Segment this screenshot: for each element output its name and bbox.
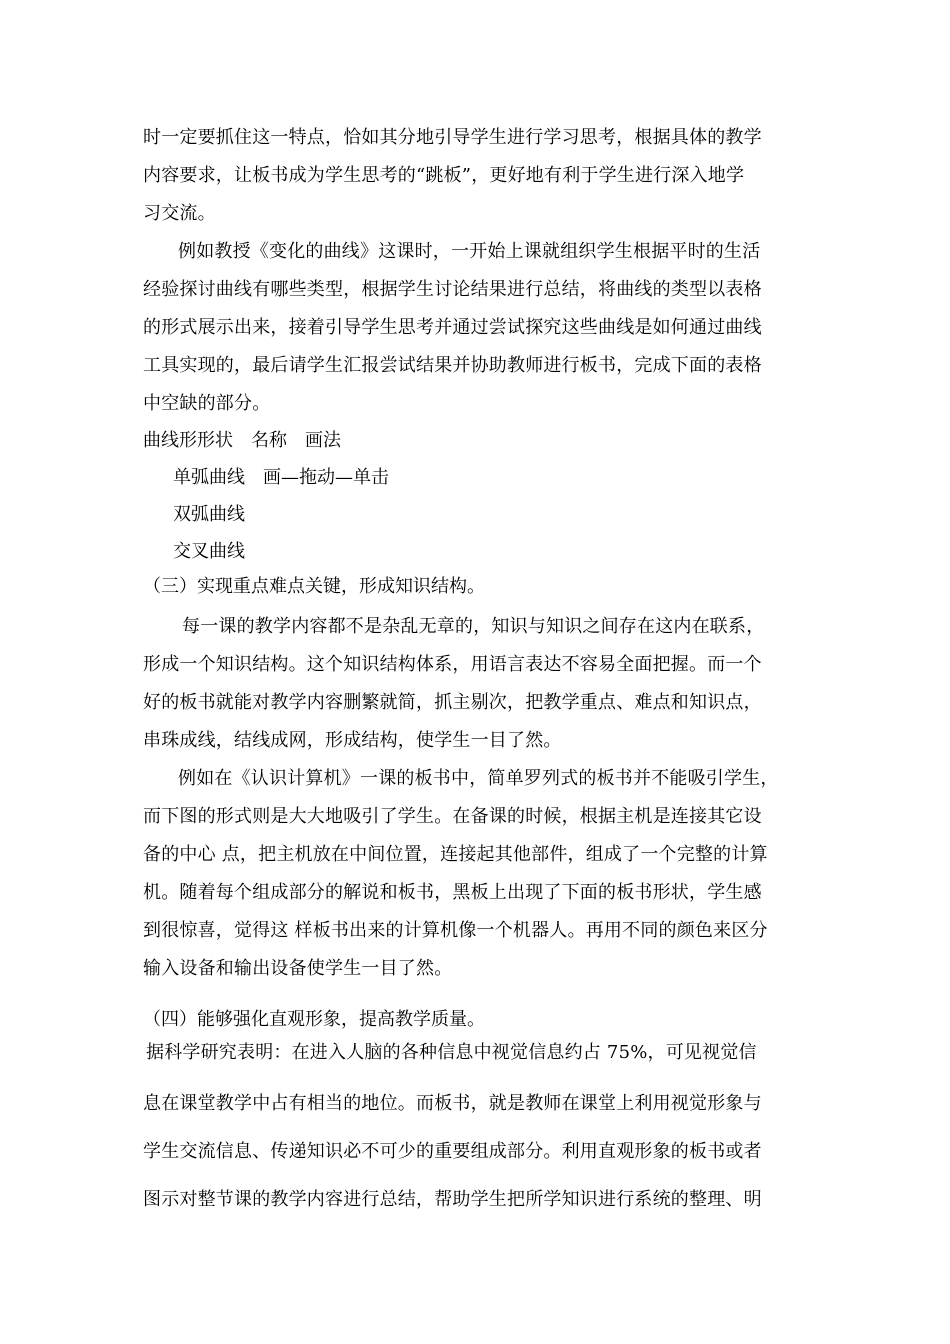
paragraph-line: 串珠成线，结线成网，形成结构，使学生一目了然。: [143, 730, 562, 751]
paragraph-line: 机。随着每个组成部分的解说和板书，黑板上出现了下面的板书形状，学生感: [143, 882, 762, 903]
paragraph-line: 中空缺的部分。: [143, 393, 271, 414]
paragraph-line: 内容要求，让板书成为学生思考的“跳板”，更好地有利于学生进行深入地学: [143, 165, 745, 186]
paragraph-line: 的形式展示出来，接着引导学生思考并通过尝试探究这些曲线是如何通过曲线: [143, 317, 762, 338]
paragraph-line: 工具实现的，最后请学生汇报尝试结果并协助教师进行板书，完成下面的表格: [143, 355, 762, 376]
curve-table-row: 单弧曲线 画—拖动—单击: [173, 467, 389, 488]
paragraph-line: 时一定要抓住这一特点，恰如其分地引导学生进行学习思考，根据具体的教学: [143, 127, 762, 148]
paragraph-line: 好的板书就能对教学内容删繁就简，抓主剔次，把教学重点、难点和知识点，: [143, 692, 762, 713]
paragraph-line: 形成一个知识结构。这个知识结构体系，用语言表达不容易全面把握。而一个: [143, 654, 762, 675]
paragraph-line: 到很惊喜，觉得这 样板书出来的计算机像一个机器人。再用不同的颜色来区分: [143, 920, 768, 941]
paragraph-line: 经验探讨曲线有哪些类型，根据学生讨论结果进行总结，将曲线的类型以表格: [143, 279, 762, 300]
paragraph-line: 例如在《认识计算机》一课的板书中，简单罗列式的板书并不能吸引学生，: [178, 768, 779, 789]
section-heading: （四）能够强化直观形象，提高教学质量。: [143, 1009, 485, 1030]
curve-table-row: 双弧曲线: [173, 504, 245, 525]
paragraph-line: 而下图的形式则是大大地吸引了学生。在备课的时候，根据主机是连接其它设: [143, 806, 762, 827]
section-heading: （三）实现重点难点关键，形成知识结构。: [143, 576, 485, 597]
paragraph-line: 输入设备和输出设备使学生一目了然。: [143, 958, 453, 979]
paragraph-line: 备的中心 点，把主机放在中间位置，连接起其他部件，组成了一个完整的计算: [143, 844, 768, 865]
paragraph-line: 息在课堂教学中占有相当的地位。而板书，就是教师在课堂上利用视觉形象与: [143, 1093, 762, 1114]
paragraph-line: 习交流。: [143, 203, 216, 224]
paragraph-line: 例如教授《变化的曲线》这课时，一开始上课就组织学生根据平时的生活: [178, 241, 761, 262]
paragraph-line: 每一课的教学内容都不是杂乱无章的，知识与知识之间存在这内在联系，: [182, 616, 765, 637]
curve-table-row: 交叉曲线: [173, 541, 245, 562]
curve-table-header: 曲线形形状 名称 画法: [143, 430, 341, 451]
paragraph-line: 图示对整节课的教学内容进行总结，帮助学生把所学知识进行系统的整理、明: [143, 1189, 762, 1210]
paragraph-line: 据科学研究表明：在进入人脑的各种信息中视觉信息约占 75%，可见视觉信: [146, 1042, 757, 1063]
paragraph-line: 学生交流信息、传递知识必不可少的重要组成部分。利用直观形象的板书或者: [143, 1141, 762, 1162]
